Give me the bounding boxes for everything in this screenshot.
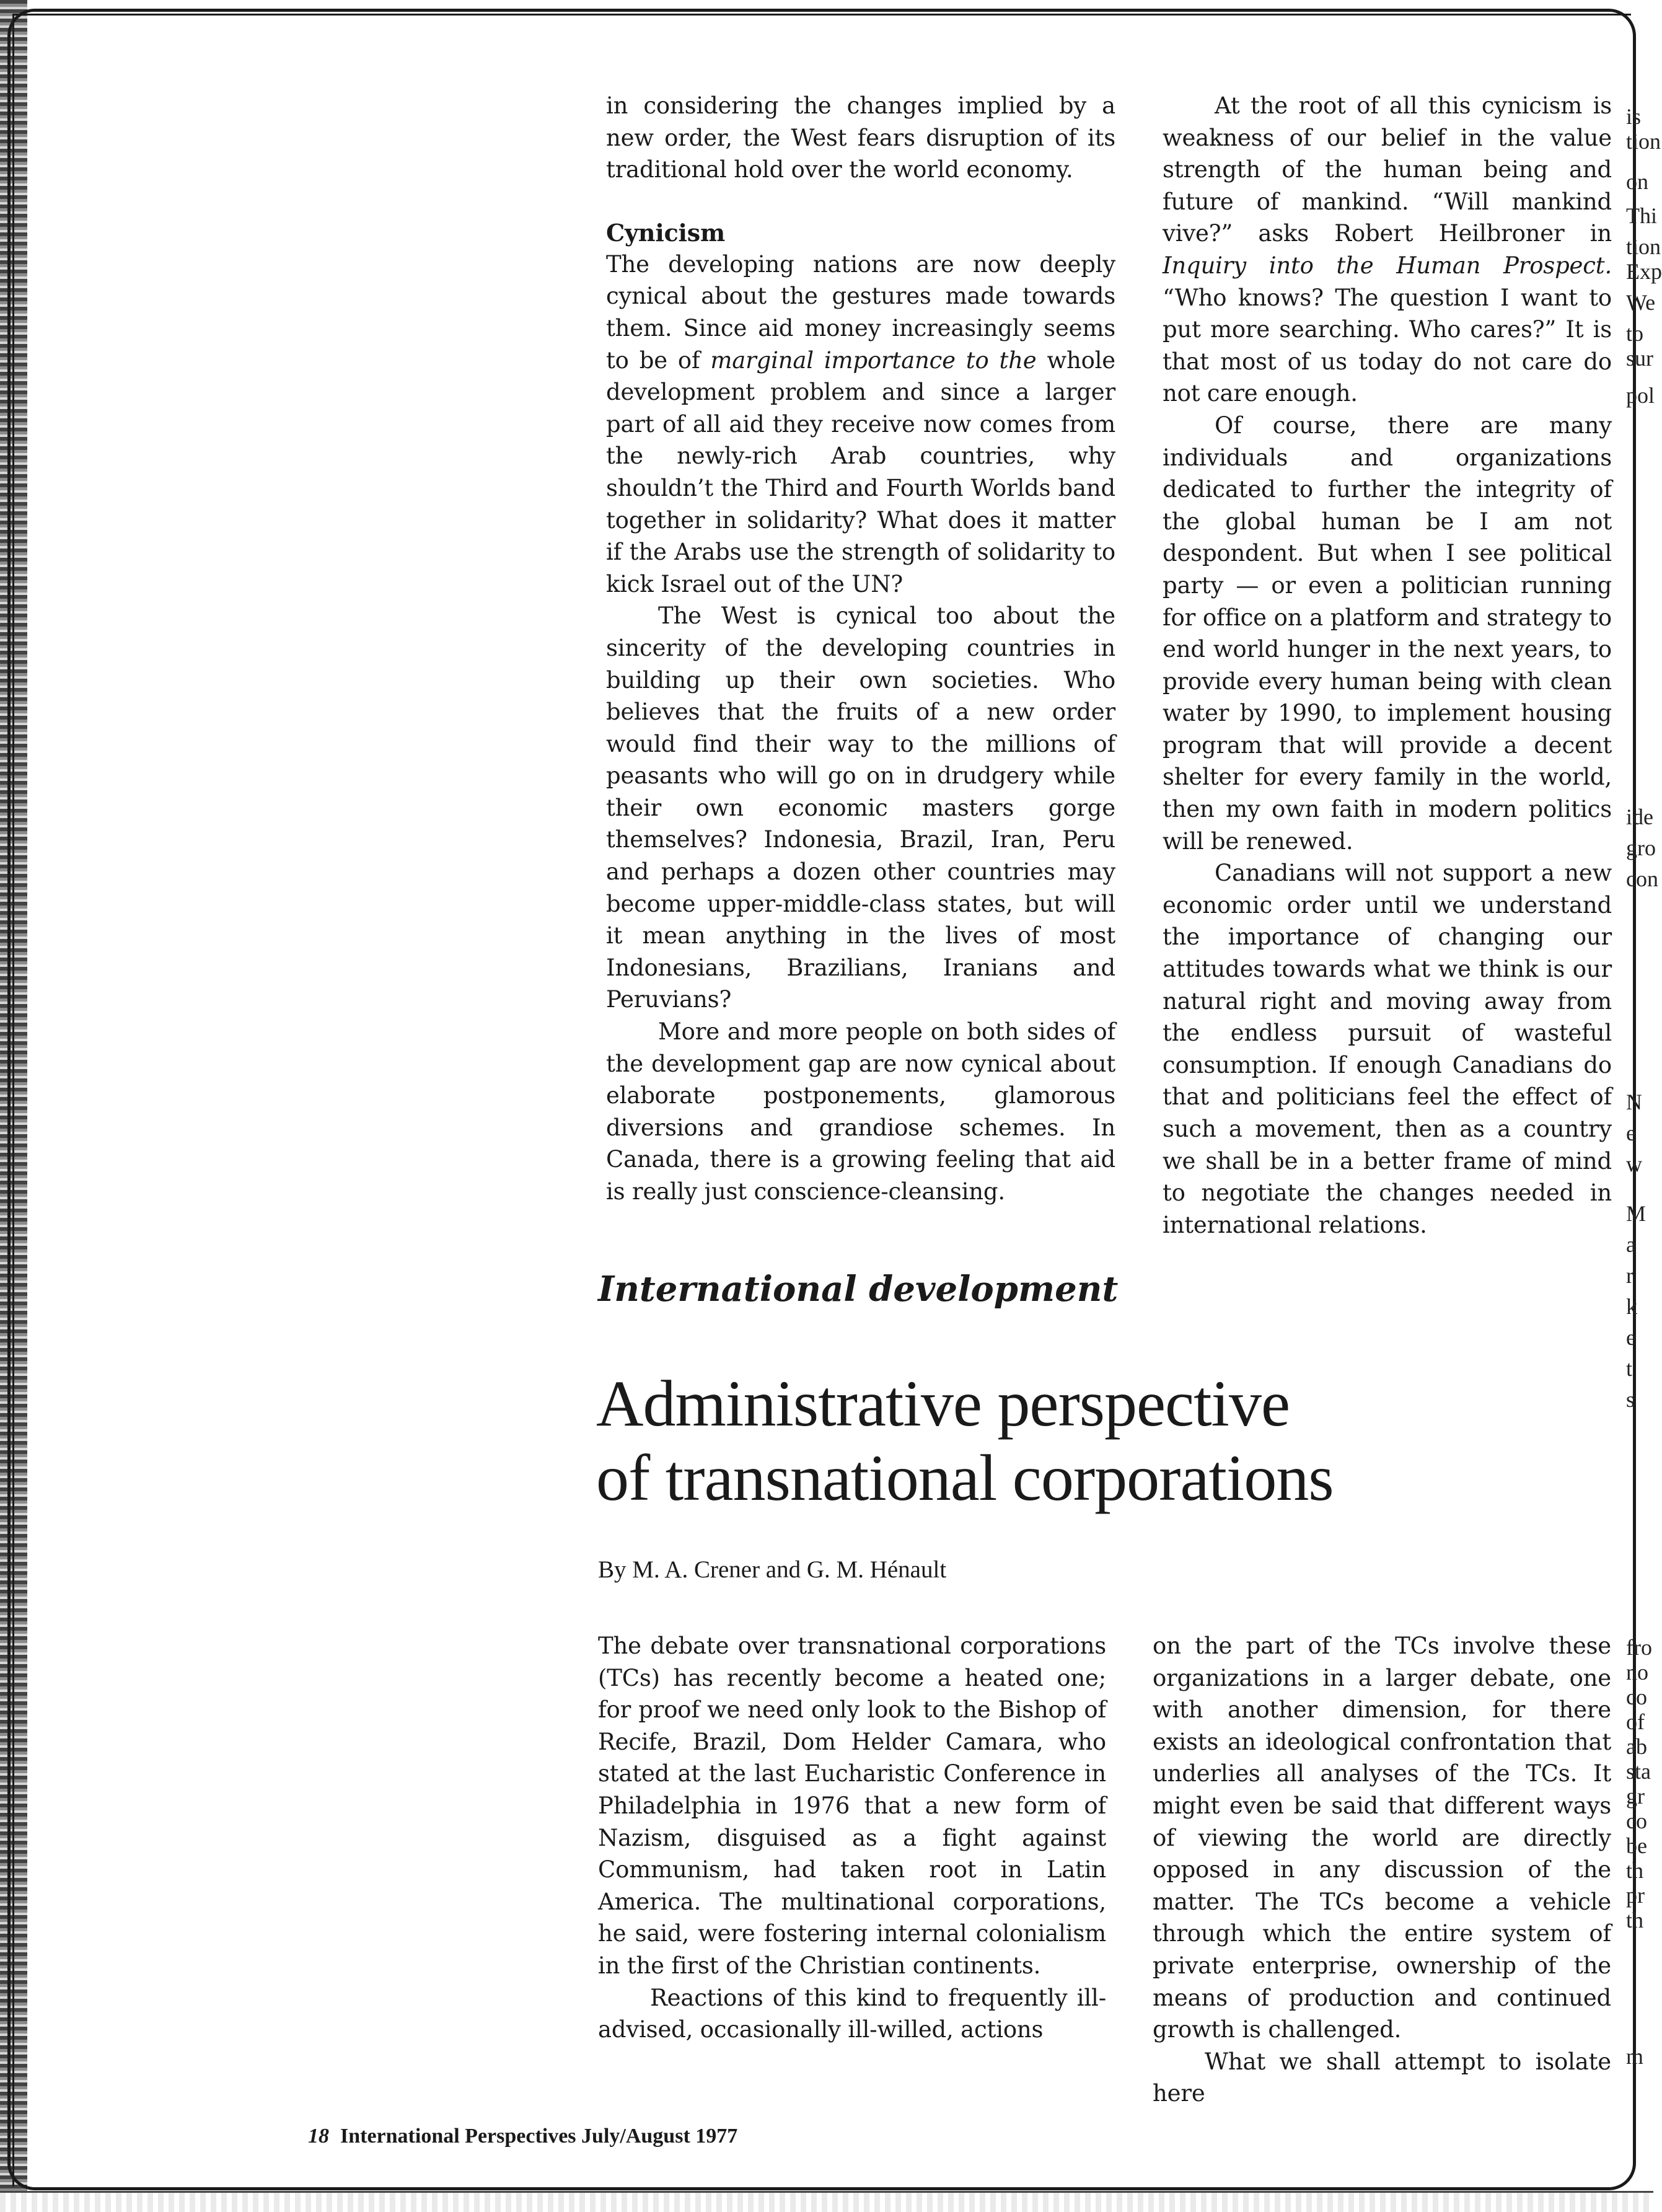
cynicism-paragraph-3: More and more people on both sides of the development gap are now cynical about elaborate postponements, glamorous diversions and grandiose schemes. In Canada, there is a growing feeling that aid is really just conscience-cleansing. (606, 1018, 1115, 1205)
adjacent-page-fragment: gro (1626, 835, 1656, 860)
adjacent-page-fragment: is (1626, 104, 1642, 129)
page-footer (308, 2123, 737, 2150)
adjacent-page-fragment: m (1626, 2044, 1644, 2069)
article-paragraph-3: on the part of the TCs involve these organizations in a larger debate, one with another dimension, for there exists an ideological confrontation that underlies all analyses of the TCs. It might even be said that different ways of viewing the world are directly opposed in any discussion of the matter. The TCs become a vehicle through which the entire system of private enterprise, ownership of the means of production and continued growth is challenged. (1153, 1633, 1611, 2043)
adjacent-page-fragment: We (1626, 290, 1656, 315)
adjacent-page-fragment: to (1626, 321, 1644, 346)
cynicism-paragraph-1: The developing nations are now deeply cynical about the gestures made towards them. Since aid money increasingly seems to be of marginal importance to the whole development problem and since a larger part of all aid they receive now comes from the newly-rich Arab countries, why shouldn’t the Third and Fourth Worlds band together in solidarity? What does it matter if the Arabs use the strength of solidarity to kick Israel out of the UN? (606, 250, 1115, 597)
adjacent-page-fragment: ab (1626, 1734, 1647, 1759)
article-left-column (598, 1630, 1106, 2046)
article-headline: Administrative perspective of transnational corporations (596, 1367, 1334, 1514)
adjacent-page-fragment: r (1626, 1263, 1633, 1288)
adjacent-page-fragment: gr (1626, 1784, 1645, 1809)
adjacent-page-fragment: be (1626, 1833, 1647, 1858)
adjacent-page-fragment: Thi (1626, 203, 1657, 228)
adjacent-page-fragment: co (1626, 1809, 1647, 1833)
section-kicker: International development (598, 1269, 1119, 1310)
adjacent-page-fragment: pr (1626, 1883, 1645, 1908)
canadians-paragraph: Canadians will not support a new economic order until we understand the importance of changing our attitudes towards what we think is our natural right and moving away from the endless pursuit of wasteful consumption. If enough Canadians do that and politicians feel the effect of such a movement, then as a country we shall be in a better frame of mind to negotiate the changes needed in international relations. (1163, 860, 1612, 1238)
adjacent-page-fragment: tion (1626, 234, 1661, 259)
page-number: 18 (308, 2125, 329, 2148)
article-paragraph-2: Reactions of this kind to frequently ill-advised, occasionally ill-willed, actions (598, 1984, 1106, 2043)
adjacent-page-fragment: t (1626, 1356, 1633, 1381)
adjacent-page-fragment: fro (1626, 1635, 1652, 1660)
adjacent-page-fragment: N (1626, 1090, 1642, 1114)
article-paragraph-1: The debate over transnational corporations (TCs) has recently become a heated one; for proof we need only look to the Bishop of Recife, Brazil, Dom Helder Camara, who stated at the last Eucharistic Conference in Philadelphia in 1976 that a new form of Nazism, disguised as a fight against Communism, had taken root in Latin America. The multinational corporations, he said, were fostering internal colonialism in the first of the Christian continents. (598, 1633, 1106, 1979)
top-right-column (1163, 90, 1612, 1238)
adjacent-page-fragment: sta (1626, 1759, 1651, 1784)
individuals-paragraph: Of course, there are many individuals and organizations dedicated to further the integrity of the global human be I am not despondent. But when I see political party — or even a politician running for office on a platform and strategy to end world hunger in the next years, to provide every human being with clean water by 1990, to implement housing program that will provide a decent shelter for every family in the world, then my own faith in modern politics will be renewed. (1163, 412, 1612, 855)
adjacent-page-fragment: co (1626, 1685, 1647, 1709)
publication-line: International Perspectives July/August 1977 (340, 2125, 738, 2148)
adjacent-page-fragment: no (1626, 1660, 1648, 1685)
adjacent-page-fragment: k (1626, 1294, 1637, 1319)
section-subhead-cynicism: Cynicism (606, 218, 725, 247)
adjacent-page-fragment: a (1626, 1232, 1636, 1257)
adjacent-page-fragment: of (1626, 1709, 1645, 1734)
adjacent-page-fragment: ide (1626, 804, 1653, 829)
adjacent-page-fragment: th (1626, 1908, 1644, 1932)
article-paragraph-4: What we shall attempt to isolate here (1153, 2048, 1611, 2107)
adjacent-page-fragment: sur (1626, 346, 1653, 371)
adjacent-page-fragment: on (1626, 169, 1648, 194)
lead-in-paragraph: in considering the changes implied by a new order, the West fears disruption of its traditional hold over the world economy. (606, 92, 1115, 183)
adjacent-page-edge (1611, 74, 1662, 2182)
article-byline: By M. A. Crener and G. M. Hénault (598, 1556, 947, 1583)
article-right-column (1153, 1630, 1611, 2107)
bottom-page-edge (0, 2191, 1653, 2212)
adjacent-page-fragment: tion (1626, 129, 1661, 154)
adjacent-page-fragment: M (1626, 1201, 1647, 1226)
cynicism-paragraph-2: The West is cynical too about the sincerity of the developing countries in building up their own societies. Who believes that the fruits of a new order would find their way to the millions of peasants who will go on in drudgery while their own economic masters gorge themselves? Indonesia, Brazil, Iran, Peru and perhaps a dozen other countries may become upper-middle-class states, but will it mean anything in the lives of most Indonesians, Brazilians, Iranians and Peruvians? (606, 602, 1115, 1013)
top-left-column (606, 90, 1115, 1208)
adjacent-page-fragment: e (1626, 1121, 1636, 1145)
adjacent-page-fragment: con (1626, 866, 1658, 891)
adjacent-page-fragment: th (1626, 1858, 1644, 1883)
root-cynicism-paragraph: At the root of all this cynicism is weakness of our belief in the value strength of the human being and future of mankind. “Will mankind vive?” asks Robert Heilbroner in Inquiry into the Human Prospect. “Who knows? The question I want to put more searching. Who cares?” It is that most of us today do not care do not care enough. (1163, 92, 1612, 407)
adjacent-page-fragment: Exp (1626, 259, 1662, 284)
adjacent-page-fragment: pol (1626, 383, 1655, 408)
adjacent-page-fragment: e (1626, 1325, 1636, 1350)
adjacent-page-fragment: s (1626, 1387, 1635, 1412)
adjacent-page-fragment: w (1626, 1152, 1642, 1176)
